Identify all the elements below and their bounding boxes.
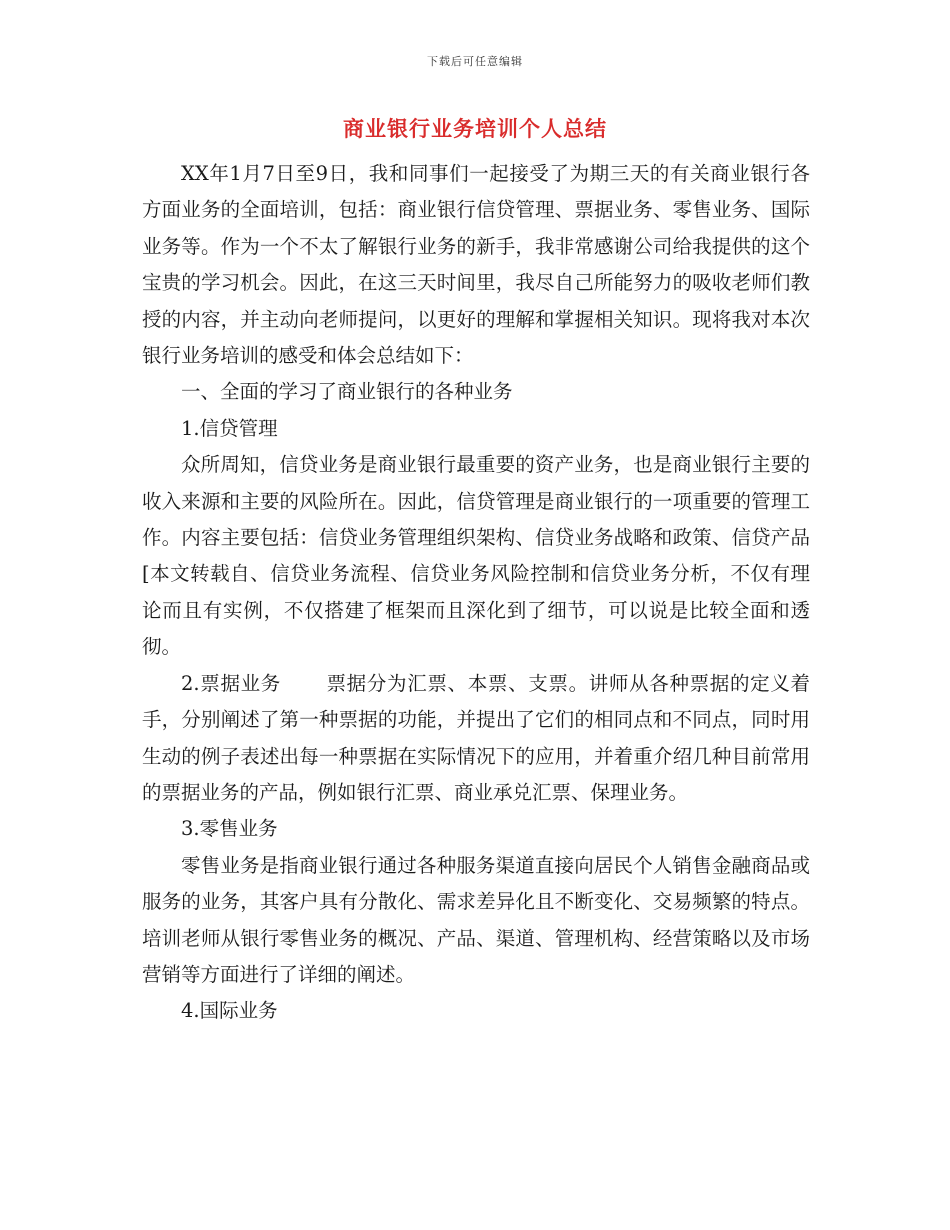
item-heading-credit: 1.信贷管理: [181, 416, 278, 440]
retail-paragraph: 零售业务是指商业银行通过各种服务渠道直接向居民个人销售金融商品或服务的业务，其客户具有分散化、需求差异化且不断变化、交易频繁的特点。培训老师从银行零售业务的概况、产品、渠道、管理机构、经营策略以及市场营销等方面进行了详细的阐述。: [142, 853, 810, 986]
bills-paragraph: [142, 666, 810, 812]
intro-paragraph: XX年1月7日至9日，我和同事们一起接受了为期三天的有关商业银行各方面业务的全面培训，包括：商业银行信贷管理、票据业务、零售业务、国际业务等。作为一个不太了解银行业务的新手，我非常感谢公司给我提供的这个宝贵的学习机会。因此，在这三天时间里，我尽自己所能努力的吸收老师们教授的内容，并主动向老师提问，以更好的理解和掌握相关知识。现将我对本次银行业务培训的感受和体会总结如下：: [142, 162, 810, 368]
item-heading-retail: 3.零售业务: [181, 817, 278, 841]
page-header-note: 下载后可任意编辑: [427, 55, 523, 68]
item-heading-international: 4.国际业务: [181, 999, 278, 1023]
document-title: 商业银行业务培训个人总结: [343, 116, 607, 141]
document-body: [142, 156, 810, 1030]
section-heading: 一、全面的学习了商业银行的各种业务: [181, 380, 513, 404]
bills-text: 票据分为汇票、本票、支票。讲师从各种票据的定义着手，分别阐述了第一种票据的功能，并提出了它们的相同点和不同点，同时用生动的例子表述出每一种票据在实际情况下的应用，并着重介绍几种目前常用的票据业务的产品，例如银行汇票、商业承兑汇票、保理业务。: [142, 671, 810, 804]
item-heading-bills: 2.票据业务: [181, 671, 281, 695]
credit-paragraph: 众所周知，信贷业务是商业银行最重要的资产业务，也是商业银行主要的收入来源和主要的风险所在。因此，信贷管理是商业银行的一项重要的管理工作。内容主要包括：信贷业务管理组织架构、信贷业务战略和政策、信贷产品[本文转载自、信贷业务流程、信贷业务风险控制和信贷业务分析，不仅有理论而且有实例，不仅搭建了框架而且深化到了细节，可以说是比较全面和透彻。: [142, 453, 810, 659]
